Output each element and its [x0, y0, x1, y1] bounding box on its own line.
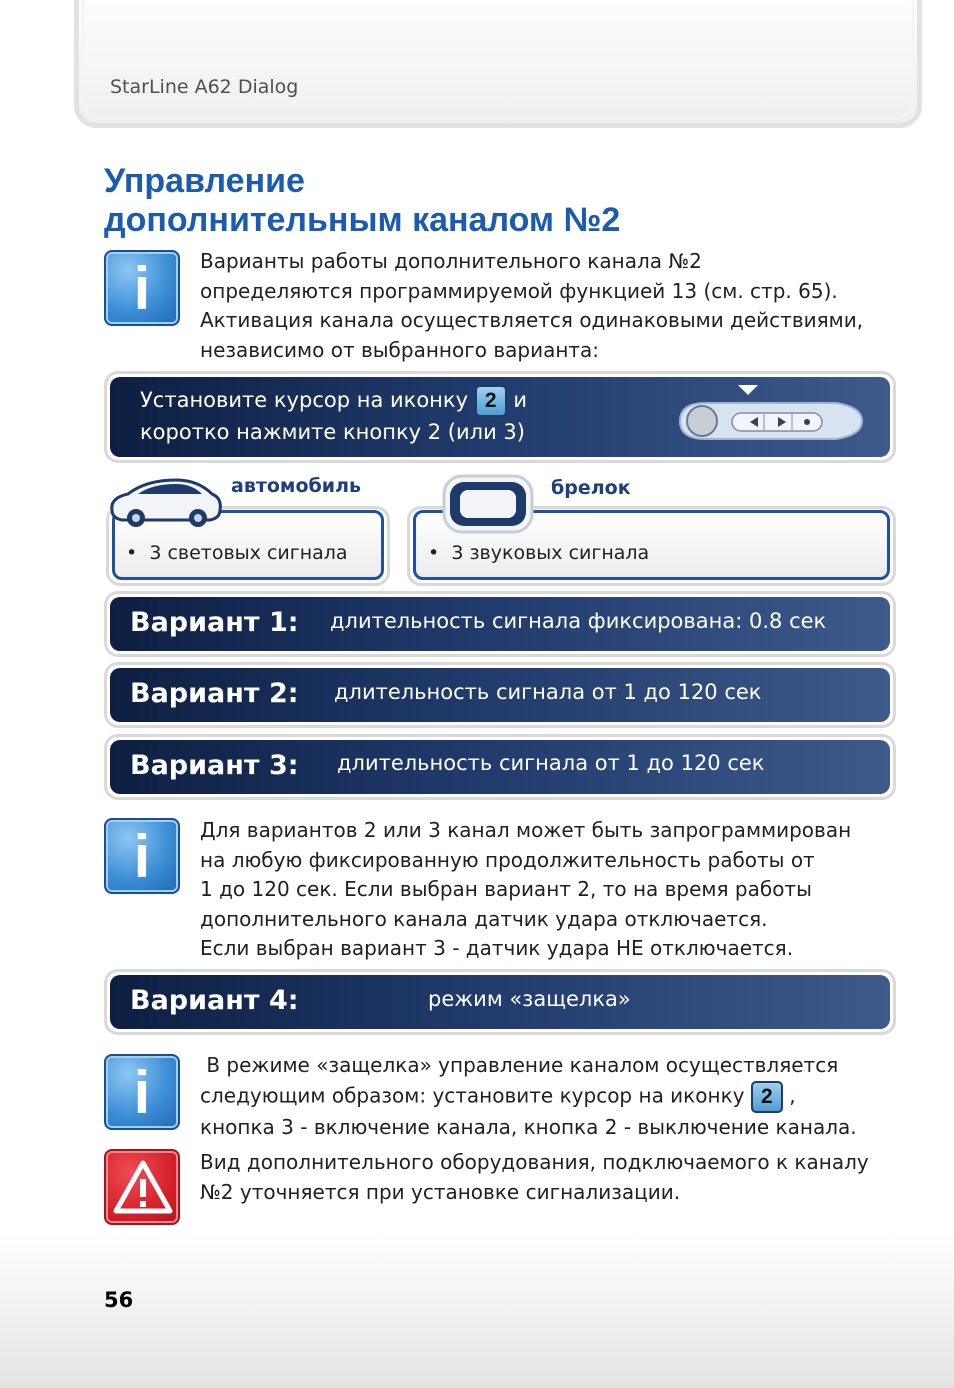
warning-line: Вид дополнительного оборудования, подключаемого к каналу: [200, 1150, 869, 1174]
variant-4-desc: режим «защелка»: [428, 987, 631, 1011]
note-1-line: на любую фиксированную продолжительность работы от: [200, 847, 815, 872]
instruction-bar: [110, 377, 890, 457]
intro-line: независимо от выбранного варианта:: [200, 337, 600, 362]
variant-1-bar: [110, 597, 890, 651]
brand-name: StarLine A62 Dialog: [110, 76, 299, 98]
keyfob-display-icon: [666, 381, 876, 453]
intro-line: определяются программируемой функцией 13 (см. стр. 65).: [200, 278, 838, 303]
title-line-1: Управление: [104, 162, 305, 200]
variant-3-label: Вариант 3:: [130, 750, 299, 781]
note-2-line-3: кнопка 3 - включение канала, кнопка 2 - выключение канала.: [200, 1114, 857, 1139]
warning-icon: [104, 1149, 180, 1225]
channel-2-icon: 2: [751, 1081, 783, 1113]
note-2-line-2-end: ,: [789, 1083, 796, 1107]
note-1-line: дополнительного канала датчик удара отключается.: [200, 906, 768, 931]
variant-1-label: Вариант 1:: [130, 607, 299, 638]
page-number: 56: [104, 1288, 134, 1312]
fob-signal-text: [428, 542, 649, 564]
instruction-line-1: Установите курсор на иконку: [140, 388, 469, 412]
note-1-line: 1 до 120 сек. Если выбран вариант 2, то на время работы: [200, 877, 812, 901]
bullet: •: [428, 542, 440, 564]
variant-2-label: Вариант 2:: [130, 678, 299, 709]
variant-1-desc: длительность сигнала фиксирована: 0.8 сек: [330, 609, 827, 633]
note-1-line: Для вариантов 2 или 3 канал может быть запрограммирован: [200, 818, 852, 842]
info-icon: i: [104, 1054, 180, 1130]
variant-2-desc: длительность сигнала от 1 до 120 сек: [334, 680, 762, 704]
variant-2-bar: [110, 668, 890, 722]
keyfob-icon: [440, 472, 536, 536]
instruction-text: [140, 385, 527, 448]
bullet: •: [126, 542, 138, 564]
car-label: автомобиль: [231, 475, 362, 497]
variant-4-label: Вариант 4:: [130, 985, 299, 1016]
info-icon: i: [104, 250, 180, 326]
fob-signal: 3 звуковых сигнала: [451, 542, 650, 564]
instruction-line-2: коротко нажмите кнопку 2 (или 3): [140, 420, 525, 444]
variant-3-bar: [110, 740, 890, 794]
variant-3-desc: длительность сигнала от 1 до 120 сек: [337, 751, 765, 775]
note-2-line-1: В режиме «защелка» управление каналом осуществляется: [200, 1053, 839, 1077]
note-2-line-2: следующим образом: установите курсор на иконку: [200, 1083, 745, 1107]
note-2-text: [200, 1051, 857, 1142]
car-icon: [106, 470, 226, 530]
title-line-2: дополнительным каналом №2: [104, 201, 621, 239]
channel-2-icon: 2: [475, 385, 507, 417]
car-signal: 3 световых сигнала: [149, 542, 348, 564]
instruction-line-1-end: и: [513, 388, 528, 412]
note-1-text: [200, 816, 851, 964]
car-signal-text: [126, 542, 348, 564]
warning-line: №2 уточняется при установке сигнализации.: [200, 1179, 681, 1204]
variant-4-bar: [110, 975, 890, 1029]
intro-line: Активация канала осуществляется одинаковыми действиями,: [200, 308, 864, 332]
fob-label: брелок: [551, 477, 631, 499]
page-title: [104, 162, 804, 240]
footer-band: [0, 1232, 954, 1388]
warning-text: [200, 1148, 869, 1207]
info-icon: i: [104, 818, 180, 894]
note-1-line: Если выбран вариант 3 - датчик удара НЕ отключается.: [200, 936, 794, 960]
header-frame: [74, 0, 922, 128]
intro-text: [200, 247, 863, 365]
intro-line: Варианты работы дополнительного канала №2: [200, 249, 702, 273]
